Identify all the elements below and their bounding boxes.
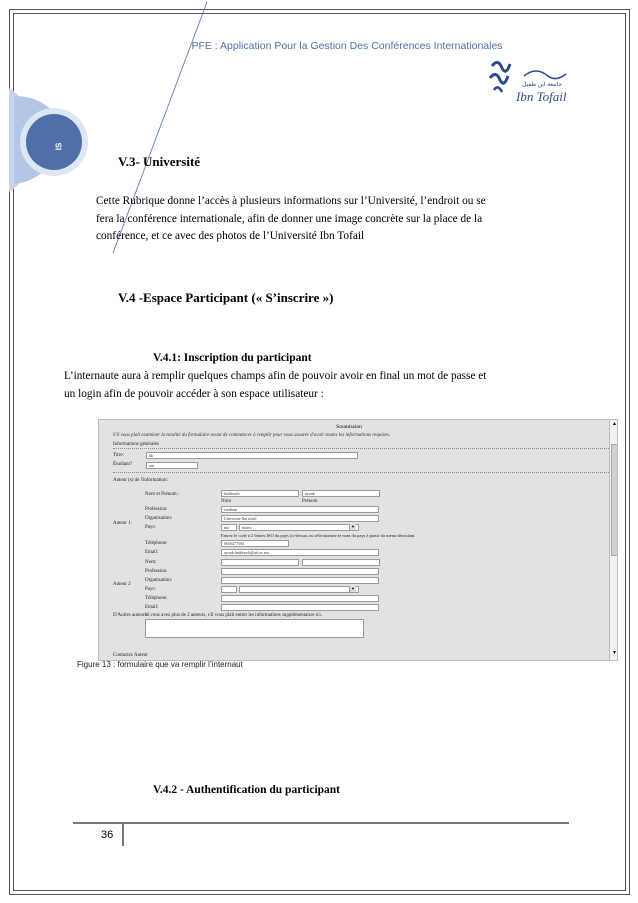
dautres-auteurs-label: D'Autres auteurs: — [113, 613, 148, 618]
form-screenshot — [98, 419, 618, 661]
page-header — [0, 40, 638, 52]
auteur2-email-input[interactable] — [221, 604, 379, 611]
profession-input[interactable]: etudiant — [221, 506, 379, 513]
nom-input[interactable]: haddouch — [221, 490, 299, 497]
section-heading-universite: V.3- Université — [118, 154, 201, 169]
svg-text:جامعة ابن طفيل: جامعة ابن طفيل — [522, 82, 562, 88]
subsection-heading-inscription: V.4.1: Inscription du participant — [153, 352, 312, 364]
text-line: L’internaute aura à remplir quelques champs afin de pouvoir avoir en final un mot de passe et — [64, 370, 487, 382]
prenom-input[interactable]: ayoub — [302, 490, 380, 497]
text-line: conférence, et ce avec des photos de l’Université Ibn Tofail — [96, 230, 365, 242]
auteur2-pays-code-input[interactable] — [221, 586, 237, 593]
pays-select[interactable]: maroc — [239, 524, 359, 531]
header-title: PFE : Application Pour la Gestion Des Conférences Internationales — [191, 40, 503, 52]
auteur2-telephone-input[interactable] — [221, 595, 379, 602]
organisation-input[interactable]: Universite Ibn tofail — [221, 515, 379, 522]
form-intro: S'il vous plaît examiner la totalité du formulaire avant de commencer à remplir pour vous assurer d'avoir toutes les informations requises. — [113, 433, 391, 438]
profession-label: Profession: — [145, 507, 168, 512]
auteur1-label: Auteur 1: — [113, 521, 133, 526]
etudiant-label: Étudiant? — [113, 462, 133, 467]
figure-caption: Figure 13 : formulaire que va remplir l’internaut — [77, 660, 243, 669]
chevron-down-icon[interactable]: ▼ — [349, 586, 356, 592]
email-label: Email: — [145, 605, 159, 610]
ibn-tofail-logo — [486, 56, 576, 110]
text-line: un login afin de pouvoir accéder à son espace utilisateur : — [64, 387, 324, 400]
side-tab-shape — [0, 70, 100, 210]
page-number: 36 — [101, 829, 114, 841]
email-input[interactable]: ayoub.haddouch@uit.ac.ma — [221, 549, 379, 556]
logo-text: Ibn Tofail — [516, 89, 567, 104]
page-number-bar — [122, 824, 124, 846]
contact-auteur-label: Contactez Auteur — [113, 653, 148, 658]
telephone-label: Téléphone: — [145, 596, 168, 601]
auteur2-profession-input[interactable] — [221, 568, 379, 575]
authors-label: Auteur (s) de l'information: — [113, 478, 168, 483]
section-heading-espace-participant: V.4 -Espace Participant (« S’inscrire ») — [118, 290, 334, 305]
text-line: fera la conférence internationale, afin de donner une image concrète sur la place de la — [96, 212, 483, 225]
nom-sublabel: Nom — [221, 499, 231, 504]
chevron-down-icon[interactable]: ▼ — [349, 524, 356, 530]
side-tab-label: IS — [54, 142, 64, 151]
subsection-heading-authentification: V.4.2 - Authentification du participant — [153, 784, 341, 796]
pays-label: Pays: — [145, 525, 156, 530]
prenom-sublabel: Prénom — [302, 499, 318, 504]
general-info-label: Informations générales — [113, 442, 159, 447]
telephone-input[interactable]: 0656477504 — [221, 540, 289, 547]
footer-divider — [73, 822, 569, 824]
pays-hint: Entrez le code à 2 lettres ISO du pays (ci-dessus ou sélectionnez le nom du pays à partir du menu déroulant. — [221, 533, 416, 538]
dautres-auteurs-textarea[interactable] — [145, 619, 364, 638]
organisation-label: Organisation: — [145, 578, 173, 583]
scroll-down-icon[interactable]: ▼ — [612, 651, 617, 656]
divider — [113, 448, 609, 449]
nom-label: Nom: — [145, 560, 157, 565]
titre-input[interactable]: kk — [146, 452, 358, 459]
nom-prenom-label: Nom et Prénom : — [145, 492, 180, 497]
profession-label: Profession: — [145, 569, 168, 574]
scrollbar[interactable] — [609, 420, 618, 660]
telephone-label: Téléphone: — [145, 541, 168, 546]
etudiant-input[interactable]: oui — [146, 462, 198, 469]
auteur2-organisation-input[interactable] — [221, 577, 379, 584]
form-title: Soumission — [336, 424, 362, 430]
auteur2-prenom-input[interactable] — [302, 559, 380, 566]
organisation-label: Organisation: — [145, 516, 173, 521]
text-line: Cette Rubrique donne l’accès à plusieurs informations sur l’Université, l’endroit ou se — [96, 195, 486, 207]
auteur2-label: Auteur 2 — [113, 582, 131, 587]
auteur2-pays-select[interactable] — [239, 586, 359, 593]
email-label: Email: — [145, 550, 159, 555]
universite-paragraph — [96, 193, 566, 246]
scrollbar-thumb[interactable] — [611, 444, 618, 556]
divider — [113, 472, 609, 473]
pays-code-input[interactable]: ma — [221, 524, 237, 531]
auteur2-nom-input[interactable] — [221, 559, 299, 566]
dautres-hint: Si vous avez plus de 2 auteurs, s'il vous plaît entrer les informations supplémentaires ici. — [145, 613, 322, 618]
inscription-paragraph — [64, 368, 569, 403]
pays-label: Pays: — [145, 587, 156, 592]
scroll-up-icon[interactable]: ▲ — [612, 422, 617, 427]
titre-label: Titre: — [113, 453, 124, 458]
